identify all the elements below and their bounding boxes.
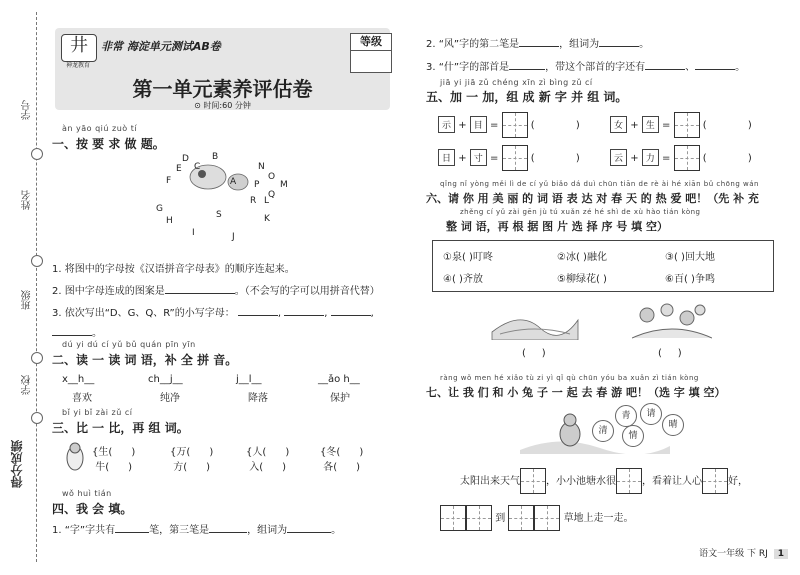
sec5-item-2-b: 生	[642, 116, 659, 133]
sec4-pinyin: wǒ huì tián	[62, 489, 112, 498]
letter-R: R	[250, 196, 257, 206]
sec2-item-1-py[interactable]: x__h__	[62, 374, 95, 385]
q2-text: 2. 图中字母连成的图案是	[52, 286, 165, 297]
sec6-title-2: 整 词 语，再 根 据 图 片 选 择 序 号 填 空）	[446, 220, 668, 233]
pair-4-char-b: 各	[323, 462, 334, 473]
willow-river-image	[490, 300, 580, 340]
sec1-pinyin: àn yāo qiú zuò tí	[62, 124, 138, 133]
sec4-q1-text: 1. “字”字共有	[52, 525, 116, 536]
sec2-item-4-py[interactable]: __ǎo h__	[318, 374, 360, 385]
sec4-q1	[52, 521, 341, 536]
sec7-blank-5[interactable]	[466, 505, 492, 531]
sec7-blank-1[interactable]	[520, 468, 546, 494]
sec5-item-4-a: 云	[610, 149, 627, 166]
bubble-3: 清	[592, 420, 614, 442]
bubble-5: 晴	[662, 414, 684, 436]
sec7-s2: ，小小池塘水很	[546, 476, 616, 487]
sec5-item-4: 云 + 力 = ( )	[610, 145, 752, 171]
q1-instruction: 1. 将图中的字母按《汉语拼音字母表》的顺序连起来。	[52, 264, 295, 275]
sec4-title: 四、我 会 填。	[52, 502, 133, 516]
sec6-option-5[interactable]: ⑤柳绿花( )	[557, 274, 607, 285]
sec4-q1-blank-3[interactable]	[287, 522, 331, 533]
sec5-item-4-answer[interactable]	[674, 145, 700, 171]
sec5-item-1-a: 示	[438, 116, 455, 133]
right-q2-text-c: 。	[639, 39, 650, 50]
pair-1-char-b: 牛	[95, 462, 106, 473]
pair-4: {冬( ) 各( )	[320, 447, 364, 473]
right-q2-blank-1[interactable]	[519, 36, 559, 47]
bubble-2: 请	[640, 403, 662, 425]
pair-3-char-a: 人	[252, 447, 263, 458]
sec7-s5: 到	[495, 513, 506, 524]
right-q3	[426, 58, 745, 73]
letter-D: D	[182, 154, 189, 164]
sec5-item-1-b: 目	[470, 116, 487, 133]
q2-tail: 。（不会写的字可以用拼音代替）	[234, 286, 380, 297]
q2-row	[52, 282, 380, 297]
bird-icon	[62, 440, 88, 480]
sec5-item-2: 女 + 生 = ( )	[610, 112, 752, 138]
right-q3-blank-3[interactable]	[695, 59, 735, 70]
sec2-pinyin: dú yi dú cí yǔ bǔ quán pīn yīn	[62, 340, 196, 349]
pair-3: {人( ) 入( )	[246, 447, 290, 473]
letter-H: H	[166, 216, 173, 226]
right-q3-text: 3. “什”字的部首是	[426, 62, 510, 73]
flowers-image	[632, 300, 712, 340]
letter-M: M	[280, 180, 288, 190]
sec5-item-3-a: 日	[438, 149, 455, 166]
right-q3-text-d: 。	[735, 62, 746, 73]
right-q3-text-b: ，带这个部首的字还有	[545, 62, 646, 73]
pair-4-char-a: 冬	[326, 447, 337, 458]
sec3-title: 三、比 一 比，再 组 词。	[52, 421, 189, 435]
binding-margin	[0, 0, 46, 575]
q3-row: 3. 依次写出“D、G、Q、R”的小写字母： , , ,	[52, 304, 374, 319]
q3-blank-2[interactable]	[284, 305, 324, 316]
binding-hole	[31, 352, 43, 364]
footer-text: 语文一年级 下 RJ	[699, 549, 768, 559]
pair-2-char-a: 万	[176, 447, 187, 458]
right-q2-text: 2. “风”字的第二笔是	[426, 39, 520, 50]
grade-label: 等级	[351, 34, 391, 51]
sec5-item-1-answer[interactable]	[502, 112, 528, 138]
sec7-pinyin: ràng wǒ men hé xiǎo tù zi yì qǐ qù chūn yóu ba xuǎn zì tián kòng	[440, 374, 699, 382]
sec7-title: 七、让 我 们 和 小 兔 子 一 起 去 春 游 吧！（选 字 填 空）	[426, 386, 726, 399]
sec6-option-2[interactable]: ②冰( )融化	[557, 252, 607, 263]
right-q2-text-b: ，组词为	[559, 39, 600, 50]
letter-O: O	[268, 172, 276, 182]
sec6-options-box	[432, 240, 774, 292]
side-brand: 得分成绩	[10, 440, 24, 488]
letter-E: E	[176, 164, 182, 174]
sec5-item-3-answer[interactable]	[502, 145, 528, 171]
sec6-title: 六、请 你 用 美 丽 的 词 语 表 达 对 春 天 的 热 爱 吧！（先 补 充	[426, 192, 759, 205]
sec4-q1-text-d: 。	[331, 525, 342, 536]
sec7-sentence-1	[460, 468, 748, 494]
sec2-item-1-word: 喜欢	[72, 393, 92, 404]
time-limit: ⊙ 时间:60 分钟	[194, 101, 251, 110]
q3-blank-3[interactable]	[331, 305, 371, 316]
sec4-q1-text-b: 笔，第三笔是	[149, 525, 210, 536]
letter-Q: Q	[268, 190, 276, 200]
sec2-item-2-word: 纯净	[160, 393, 180, 404]
sec6-image-1-answer[interactable]: ( )	[522, 348, 546, 359]
sec5-item-2-answer[interactable]	[674, 112, 700, 138]
letter-S: S	[216, 210, 222, 220]
sec7-s1: 太阳出来天气	[460, 476, 520, 487]
pair-1: {生( ) 牛( )	[92, 447, 136, 473]
label-name: 姓名	[22, 190, 33, 210]
header-banner	[55, 28, 390, 110]
letter-C: C	[194, 162, 201, 172]
letter-J: J	[232, 232, 235, 242]
footer	[699, 546, 788, 559]
sec3-pinyin: bǐ yi bǐ zài zǔ cí	[62, 408, 133, 417]
q2-blank[interactable]	[165, 283, 235, 294]
sec2-item-4-word: 保护	[330, 393, 350, 404]
sec7-s3: ，看着让人心	[642, 476, 702, 487]
sec2-title: 二、读 一 读 词 语，补 全 拼 音。	[52, 353, 238, 367]
sec5-title: 五、加 一 加，组 成 新 字 并 组 词。	[426, 90, 628, 104]
label-school: 学校	[22, 375, 33, 395]
sec7-s4: 好，	[728, 476, 748, 487]
sec6-option-1[interactable]: ①泉( )叮咚	[443, 252, 493, 263]
letter-B: B	[212, 152, 219, 162]
letter-N: N	[258, 162, 265, 172]
logo-icon: 井	[61, 34, 97, 62]
sec5-item-1: 示 + 目 = ( )	[438, 112, 580, 138]
frog-dots-image	[150, 152, 310, 252]
sec7-blank-2[interactable]	[616, 468, 642, 494]
bubble-4: 情	[622, 425, 644, 447]
right-q2	[426, 35, 649, 50]
bubble-1: 青	[615, 405, 637, 427]
letter-A: A	[230, 177, 237, 187]
sec6-option-6[interactable]: ⑥百( )争鸣	[665, 274, 715, 285]
sec4-q1-blank-2[interactable]	[209, 522, 247, 533]
page-title: 第一单元素养评估卷	[132, 77, 313, 101]
pair-2: {万( ) 方( )	[170, 447, 214, 473]
page-number: 1	[774, 549, 788, 559]
right-q2-blank-2[interactable]	[599, 36, 639, 47]
sec5-item-2-a: 女	[610, 116, 627, 133]
q3-blank-4[interactable]	[52, 325, 92, 336]
sec5-pinyin: jiā yi jiā zǔ chéng xīn zì bìng zǔ cí	[440, 78, 593, 87]
sec7-blank-4[interactable]	[440, 505, 466, 531]
sec6-pinyin: qǐng nǐ yòng měi lì de cí yǔ biǎo dá duì chūn tiān de rè ài hé xiān bǔ chōng wán	[440, 180, 759, 188]
letter-F: F	[166, 176, 172, 186]
right-q3-blank-2[interactable]	[645, 59, 685, 70]
letter-P: P	[254, 180, 260, 190]
letter-L: L	[264, 196, 270, 206]
sec2-item-3-py[interactable]: j__l__	[236, 374, 262, 385]
sec7-blank-3[interactable]	[702, 468, 728, 494]
sec7-blank-6[interactable]	[508, 505, 534, 531]
letter-K: K	[264, 214, 270, 224]
sec4-q1-blank-1[interactable]	[115, 522, 149, 533]
logo-subtitle: 神龙教育	[65, 62, 90, 69]
sec2-item-2-py[interactable]: ch__j__	[148, 374, 183, 385]
grade-box[interactable]	[350, 33, 392, 73]
binding-hole	[31, 255, 43, 267]
label-student-id: 学号	[22, 100, 33, 120]
sec7-sentence-2	[440, 505, 634, 531]
binding-line	[36, 12, 37, 562]
binding-hole	[31, 412, 43, 424]
sec2-item-3-word: 降落	[248, 393, 268, 404]
letter-G: G	[156, 204, 163, 214]
series-title: 非常 海淀单元测试AB卷	[101, 40, 221, 53]
sec5-item-4-b: 力	[642, 149, 659, 166]
pair-3-char-b: 入	[249, 462, 260, 473]
q3-blank-1[interactable]	[238, 305, 278, 316]
sec7-blank-7[interactable]	[534, 505, 560, 531]
pair-1-char-a: 生	[98, 447, 109, 458]
time-text: 时间:60 分钟	[203, 101, 251, 110]
letter-puzzle	[150, 152, 310, 252]
sec7-s6: 草地上走一走。	[563, 513, 634, 524]
q3-row-2: 。	[52, 324, 102, 339]
right-q3-blank-1[interactable]	[509, 59, 545, 70]
letter-I: I	[192, 228, 195, 238]
pair-2-char-b: 方	[173, 462, 184, 473]
sec6-option-3[interactable]: ③( )回大地	[665, 252, 715, 263]
sec5-item-3-b: 寸	[470, 149, 487, 166]
binding-hole	[31, 148, 43, 160]
sec4-q1-text-c: ，组词为	[247, 525, 288, 536]
sec5-item-3: 日 + 寸 = ( )	[438, 145, 580, 171]
right-q3-text-c: 、	[685, 62, 696, 73]
sec1-title: 一、按 要 求 做 题。	[52, 137, 165, 151]
sec6-option-4[interactable]: ④( )齐放	[443, 274, 483, 285]
sec6-image-2-answer[interactable]: ( )	[658, 348, 682, 359]
q3-text: 3. 依次写出“D、G、Q、R”的小写字母：	[52, 308, 235, 319]
sec6-pinyin-2: zhěng cí yǔ zài gēn jù tú xuǎn zé hé shì de xù hào tián kòng	[460, 208, 701, 216]
label-class: 班级	[22, 290, 33, 310]
